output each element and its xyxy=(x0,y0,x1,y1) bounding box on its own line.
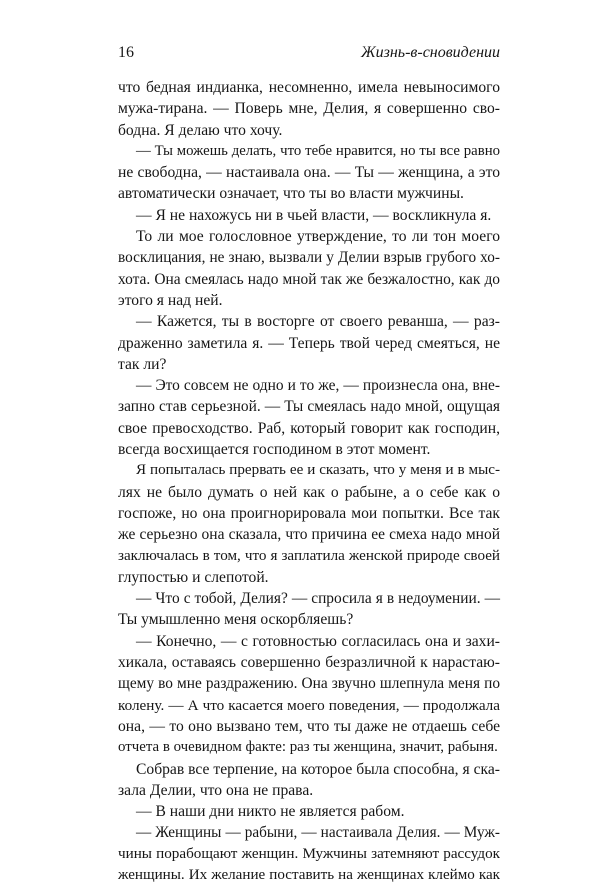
text-line: госпоже, но она проигнорировала мои попытки. Все так xyxy=(118,504,500,522)
text-line: — Что с тобой, Делия? — спросила я в недоумении. — xyxy=(136,590,500,608)
text-line: колену. — А что касается моего поведения, — продолжала xyxy=(118,696,500,714)
text-line: женщины. Их желание поставить на женщинах клеймо как xyxy=(118,866,500,883)
text-line: запно став серьезной. — Ты смеялась надо мной, ощущая xyxy=(118,398,500,416)
text-line: — Женщины — рабыни, — настаивала Делия. — Муж- xyxy=(136,824,500,842)
text-line: — Я не нахожусь ни в чьей власти, — воскликнула я. xyxy=(136,206,492,224)
page-number: 16 xyxy=(118,44,134,61)
text-line: чины порабощают женщин. Мужчины затемняют рассудок xyxy=(118,845,500,862)
text-line: этого я над ней. xyxy=(118,291,223,309)
text-line: же серьезно она сказала, что причина ее смеха надо мной xyxy=(118,526,500,544)
text-line: так ли? xyxy=(118,355,167,373)
text-line: То ли мое голословное утверждение, то ли тон моего xyxy=(136,228,500,246)
text-line: отчета в очевидном факте: раз ты женщина, значит, рабыня. xyxy=(118,739,498,756)
text-line: не свободна, — настаивала она. — Ты — женщина, а это xyxy=(118,164,500,182)
page-header xyxy=(118,44,500,66)
text-line: глупостью и слепотой. xyxy=(118,568,269,586)
text-line: Собрав все терпение, на которое была способна, я ска- xyxy=(136,760,500,778)
text-line: — Ты можешь делать, что тебе нравится, но ты все равно xyxy=(136,142,500,159)
running-title: Жизнь-в-сновидении xyxy=(360,44,500,61)
text-line: свое превосходство. Раб, который говорит как господин, xyxy=(118,419,500,437)
text-line: щему во мне раздражению. Она звучно шлепнула меня по xyxy=(118,675,500,693)
text-line: драженно заметила я. — Теперь твой черед смеяться, не xyxy=(118,334,500,352)
text-line: — В наши дни никто не является рабом. xyxy=(136,803,405,821)
body-text xyxy=(118,77,500,886)
text-line: зала Делии, что она не права. xyxy=(118,781,314,799)
text-line: мужа-тирана. — Поверь мне, Делия, я совершенно сво- xyxy=(118,100,500,118)
text-line: заключалась в том, что я заплатила женской природе своей xyxy=(118,547,500,564)
text-line: хота. Она смеялась надо мной так же безжалостно, как до xyxy=(118,270,500,288)
text-line: автоматически означает, что ты во власти мужчины. xyxy=(118,185,464,203)
text-line: всегда восхищается господином в этот момент. xyxy=(118,441,431,459)
text-line: — Это совсем не одно и то же, — произнесла она, вне- xyxy=(136,377,500,395)
text-line: что бедная индианка, несомненно, имела невыносимого xyxy=(118,79,500,96)
text-line: Я попыталась прервать ее и сказать, что у меня и в мыс- xyxy=(136,462,500,479)
text-line: лях не было думать о ней как о рабыне, а о себе как о xyxy=(118,483,500,501)
text-line: Ты умышленно меня оскорбляешь? xyxy=(118,611,354,629)
text-line: — Конечно, — с готовностью согласилась она и захи- xyxy=(136,632,500,650)
text-line: восклицания, не знаю, вызвали у Делии взрыв грубого хо- xyxy=(118,249,500,267)
text-line: хикала, оставаясь совершенно безразличной к нарастаю- xyxy=(118,654,500,672)
text-line: — Кажется, ты в восторге от своего реванша, — раз- xyxy=(136,313,500,331)
text-line: она, — то оно вызвано тем, что ты даже не отдаешь себе xyxy=(118,717,500,735)
text-line: бодна. Я делаю что хочу. xyxy=(118,121,283,139)
